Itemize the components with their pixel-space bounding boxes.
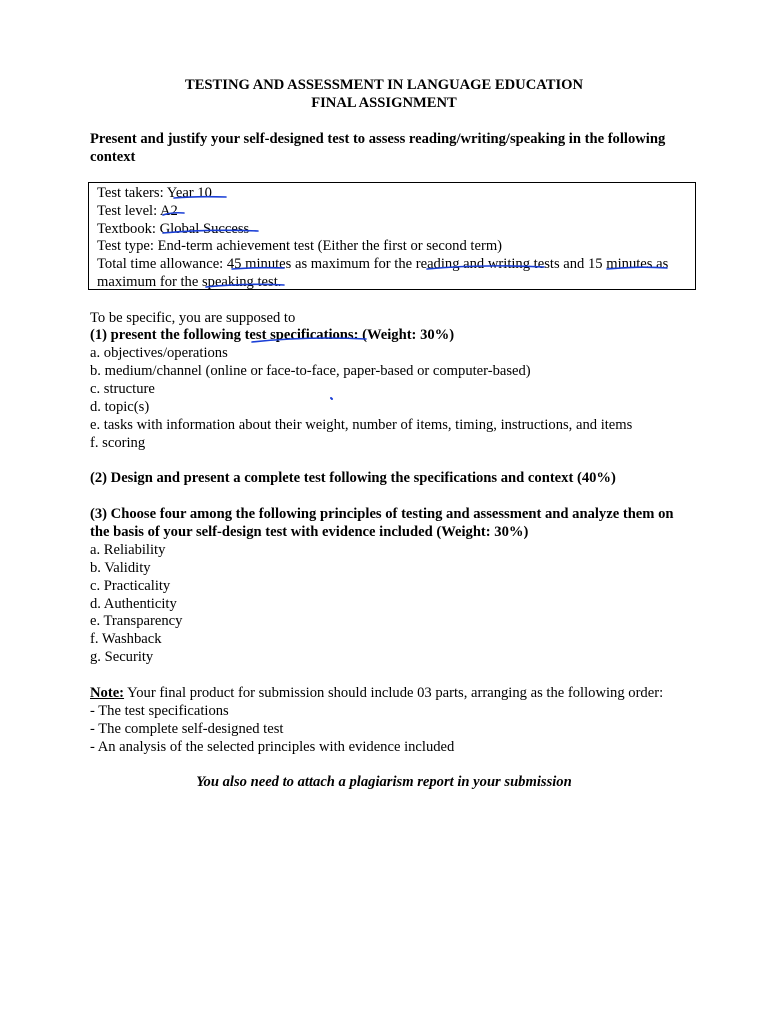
list-item: a. objectives/operations xyxy=(90,345,228,361)
part3-heading-line-1: (3) Choose four among the following principles of testing and assessment and analyze them on xyxy=(90,506,674,522)
time-allowance-line-1: Total time allowance: 45 minutes as maximum for the reading and writing tests and 15 minutes as xyxy=(97,256,669,272)
list-item: d. topic(s) xyxy=(90,399,150,415)
list-item: g. Security xyxy=(90,649,154,665)
intro-text: To be specific, you are supposed to xyxy=(90,310,296,326)
ink-dot xyxy=(331,398,332,399)
note-paragraph xyxy=(90,684,663,702)
footer-note: You also need to attach a plagiarism report in your submission xyxy=(196,774,572,790)
note-label: Note: xyxy=(90,685,125,701)
prompt-line-2: context xyxy=(90,149,136,165)
list-item: c. structure xyxy=(90,381,155,397)
part3-heading-line-2: the basis of your self-design test with evidence included (Weight: 30%) xyxy=(90,524,529,540)
part2-heading: (2) Design and present a complete test following the specifications and context (40%) xyxy=(90,470,616,486)
test-type: Test type: End-term achievement test (Either the first or second term) xyxy=(97,238,503,254)
document-title: TESTING AND ASSESSMENT IN LANGUAGE EDUCATION xyxy=(184,77,584,93)
note-text: Your final product for submission should include 03 parts, arranging as the following order: xyxy=(124,685,664,701)
test-takers: Test takers: Year 10 xyxy=(97,185,212,201)
time-allowance-line-2: maximum for the speaking test. xyxy=(97,274,282,290)
list-item: f. scoring xyxy=(90,435,146,451)
test-level: Test level: A2 xyxy=(97,203,178,219)
list-item: e. tasks with information about their weight, number of items, timing, instructions, and items xyxy=(90,417,633,433)
list-item: d. Authenticity xyxy=(90,596,177,612)
list-item: c. Practicality xyxy=(90,578,171,594)
document-subtitle: FINAL ASSIGNMENT xyxy=(311,95,457,111)
context-box xyxy=(88,182,696,290)
list-item: a. Reliability xyxy=(90,542,166,558)
list-item: - An analysis of the selected principles with evidence included xyxy=(90,739,455,755)
textbook: Textbook: Global Success xyxy=(97,221,250,237)
list-item: b. medium/channel (online or face-to-face, paper-based or computer-based) xyxy=(90,363,531,379)
list-item: f. Washback xyxy=(90,631,162,647)
list-item: b. Validity xyxy=(90,560,151,576)
list-item: - The test specifications xyxy=(90,703,229,719)
list-item: - The complete self-designed test xyxy=(90,721,284,737)
prompt-line-1: Present and justify your self-designed test to assess reading/writing/speaking in the following xyxy=(90,131,666,147)
part1-heading: (1) present the following test specifications: (Weight: 30%) xyxy=(90,327,455,343)
list-item: e. Transparency xyxy=(90,613,183,629)
